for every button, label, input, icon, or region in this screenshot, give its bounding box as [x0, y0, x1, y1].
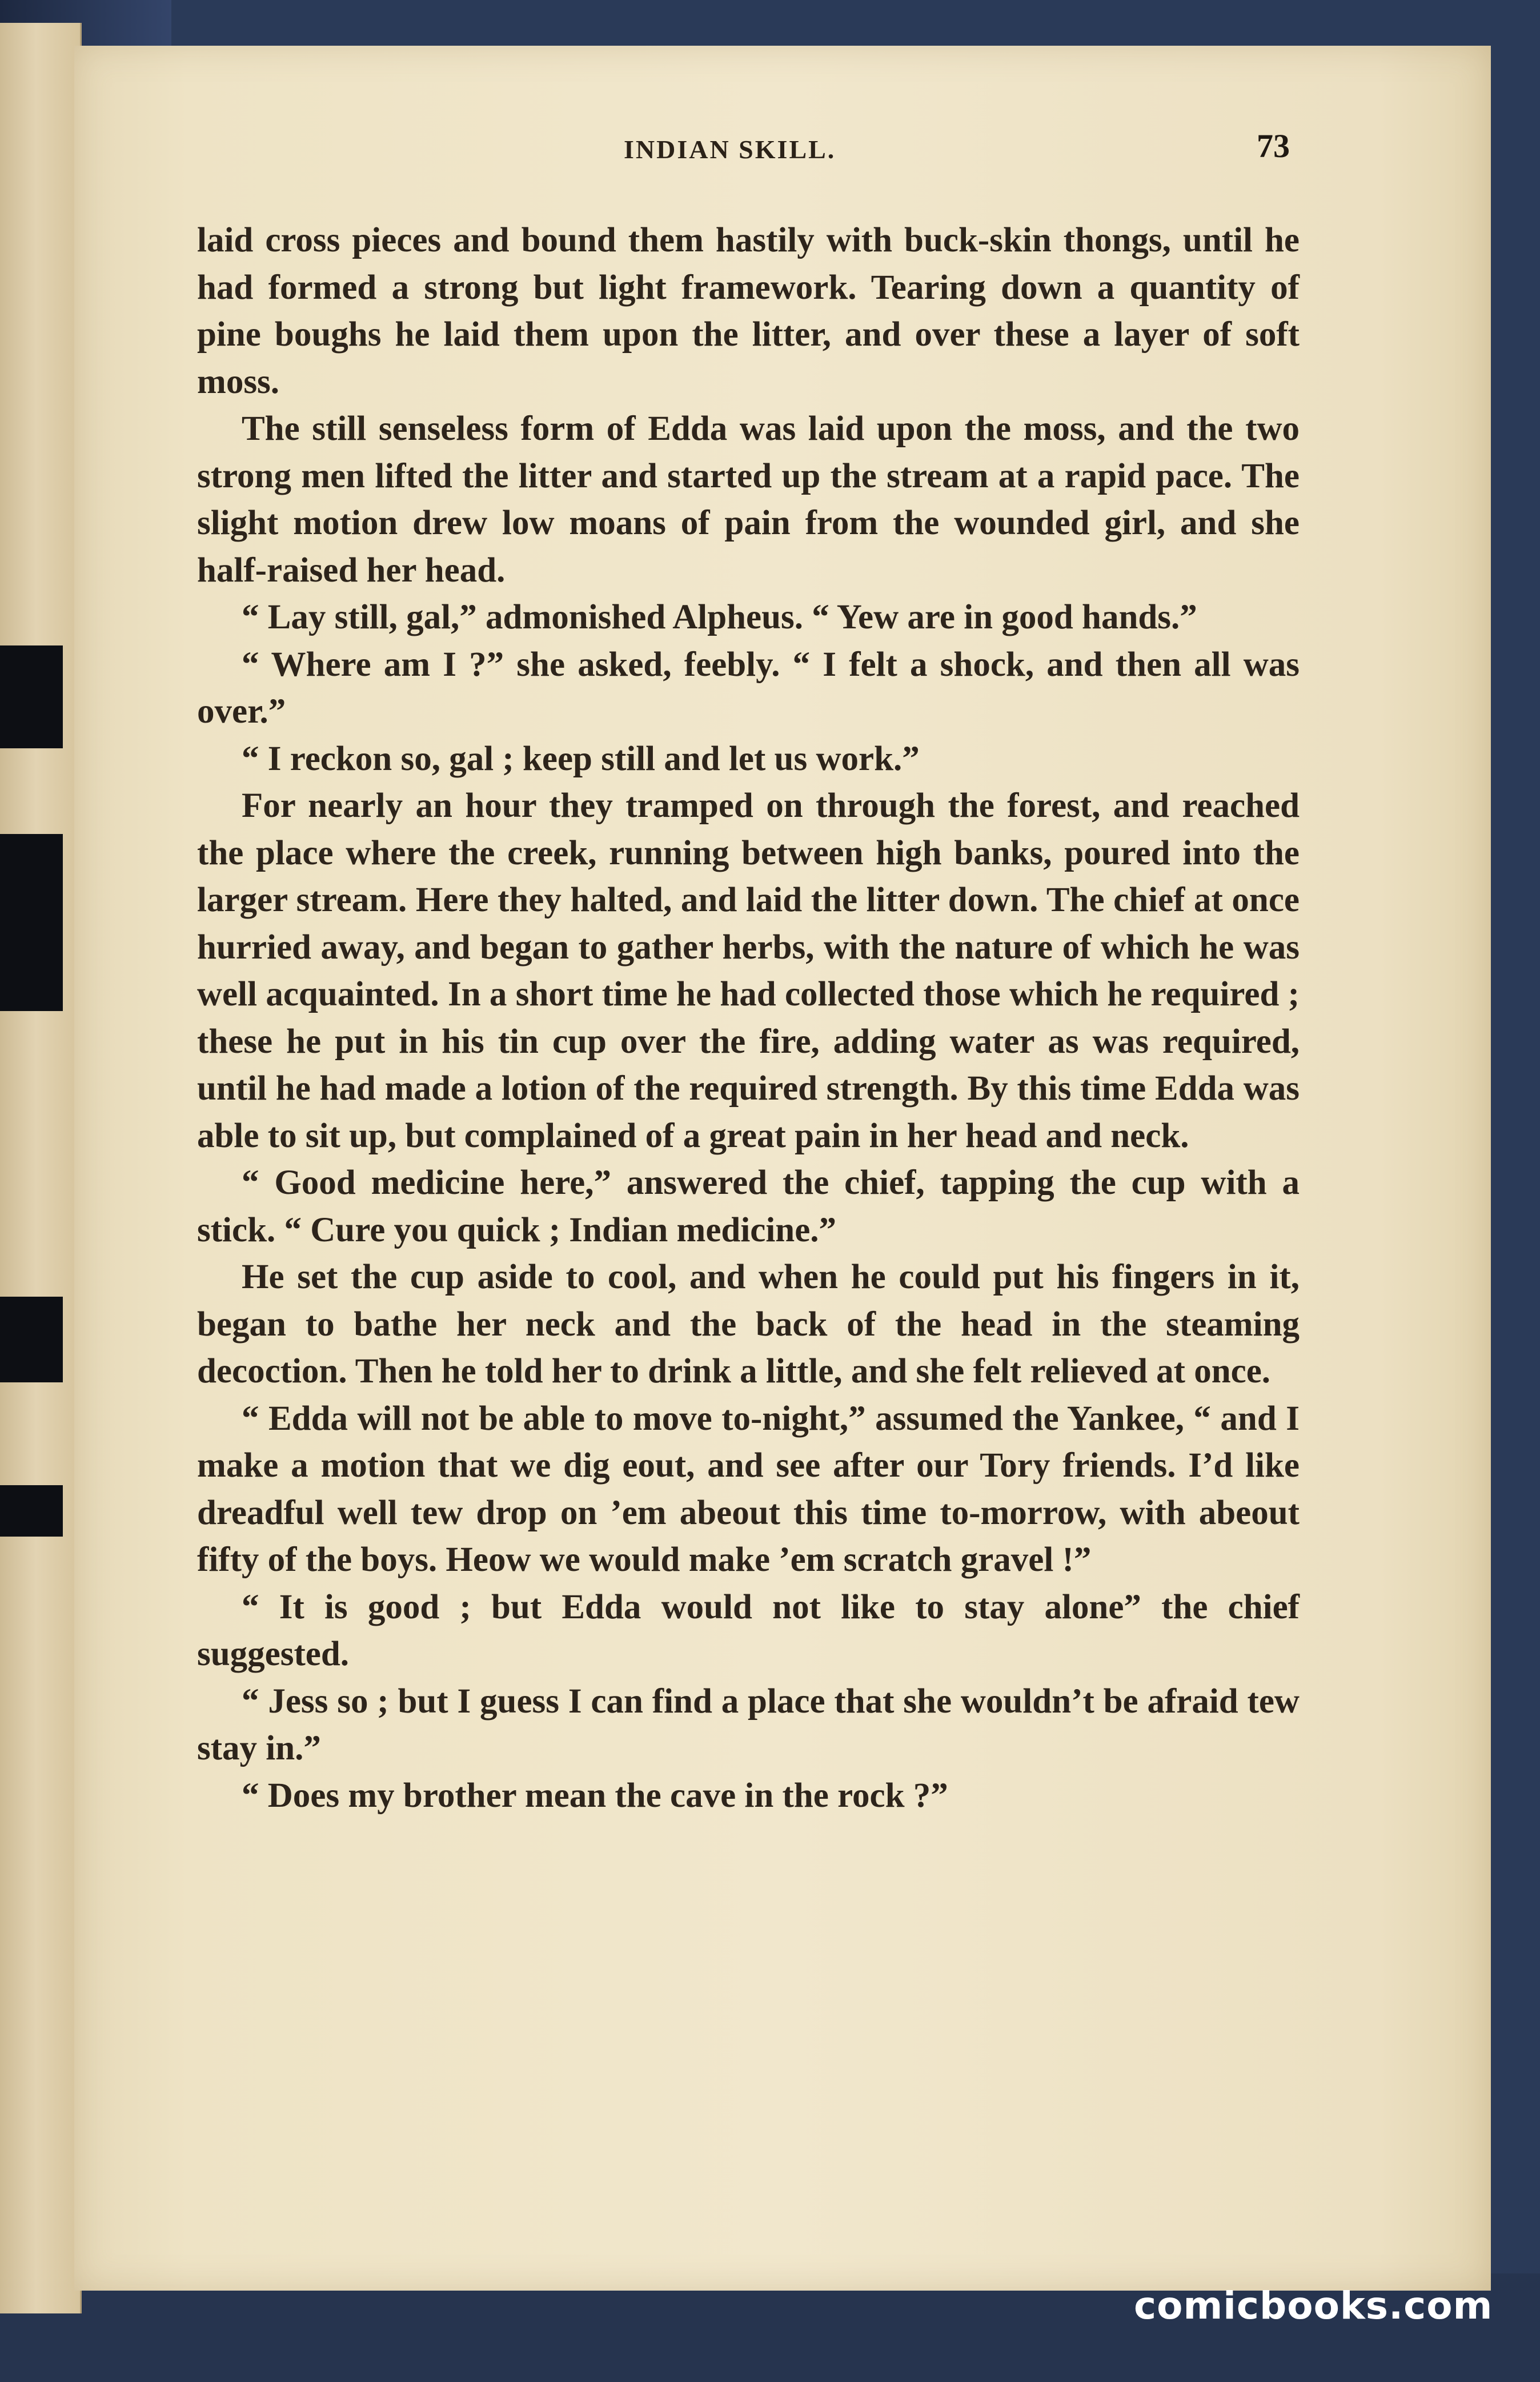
spine-tear: [0, 1297, 63, 1382]
paragraph: laid cross pieces and bound them hastily with buck-skin thongs, until he had formed a strong but light framework. Tearing down a quantity of pine boughs he laid them upon the litter, and over these a layer of soft moss.: [197, 221, 1300, 401]
body-text: [197, 217, 1300, 1819]
paragraph: For nearly an hour they tramped on through the forest, and reached the place where the creek, running between high banks, poured into the larger stream. Here they halted, and laid the litter down. The chief at once hurried away, and began to gather herbs, with the nature of which he was well acquainted. In a short time he had collected those which he required ; these he put in his tin cup over the fire, adding water as was required, until he had made a lotion of the required strength. By this time Edda was able to sit up, but complained of a great pain in her head and neck.: [197, 787, 1300, 1155]
running-head: INDIAN SKILL.: [624, 135, 836, 164]
paragraph: “ Jess so ; but I guess I can find a place that she wouldn’t be afraid tew stay in.”: [197, 1682, 1300, 1767]
paragraph: He set the cup aside to cool, and when he could put his fingers in it, began to bathe her neck and the back of the head in the steaming decoction. Then he told her to drink a little, and she felt relieved at once.: [197, 1258, 1300, 1390]
paragraph: “ Does my brother mean the cave in the rock ?”: [242, 1776, 948, 1815]
spine-tear: [0, 1485, 63, 1537]
spine-tear: [0, 834, 63, 1011]
paragraph: “ Good medicine here,” answered the chief, tapping the cup with a stick. “ Cure you quick ; Indian medicine.”: [197, 1164, 1300, 1249]
spine-tear: [0, 645, 63, 748]
paragraph: “ I reckon so, gal ; keep still and let us work.”: [242, 739, 920, 778]
paragraph: The still senseless form of Edda was laid upon the moss, and the two strong men lifted the litter and started up the stream at a rapid pace. The slight motion drew low moans of pain from the wounded girl, and she half-raised her head.: [197, 410, 1300, 590]
paragraph: “ Where am I ?” she asked, feebly. “ I felt a shock, and then all was over.”: [197, 645, 1300, 731]
page-number: 73: [1257, 127, 1290, 165]
paragraph: “ It is good ; but Edda would not like to stay alone” the chief suggested.: [197, 1587, 1300, 1673]
paragraph: “ Edda will not be able to move to-night,” assumed the Yankee, “ and I make a motion that we dig eout, and see after our Tory friends. I’d like dreadful well tew drop on ’em abeout this time to-morrow, with abeout fifty of the boys. Heow we would make ’em scratch gravel !”: [197, 1399, 1300, 1579]
paragraph: “ Lay still, gal,” admonished Alpheus. “ Yew are in good hands.”: [242, 598, 1197, 636]
source-watermark: comicbooks.com: [1134, 2284, 1493, 2328]
book-spine: [0, 23, 82, 2313]
